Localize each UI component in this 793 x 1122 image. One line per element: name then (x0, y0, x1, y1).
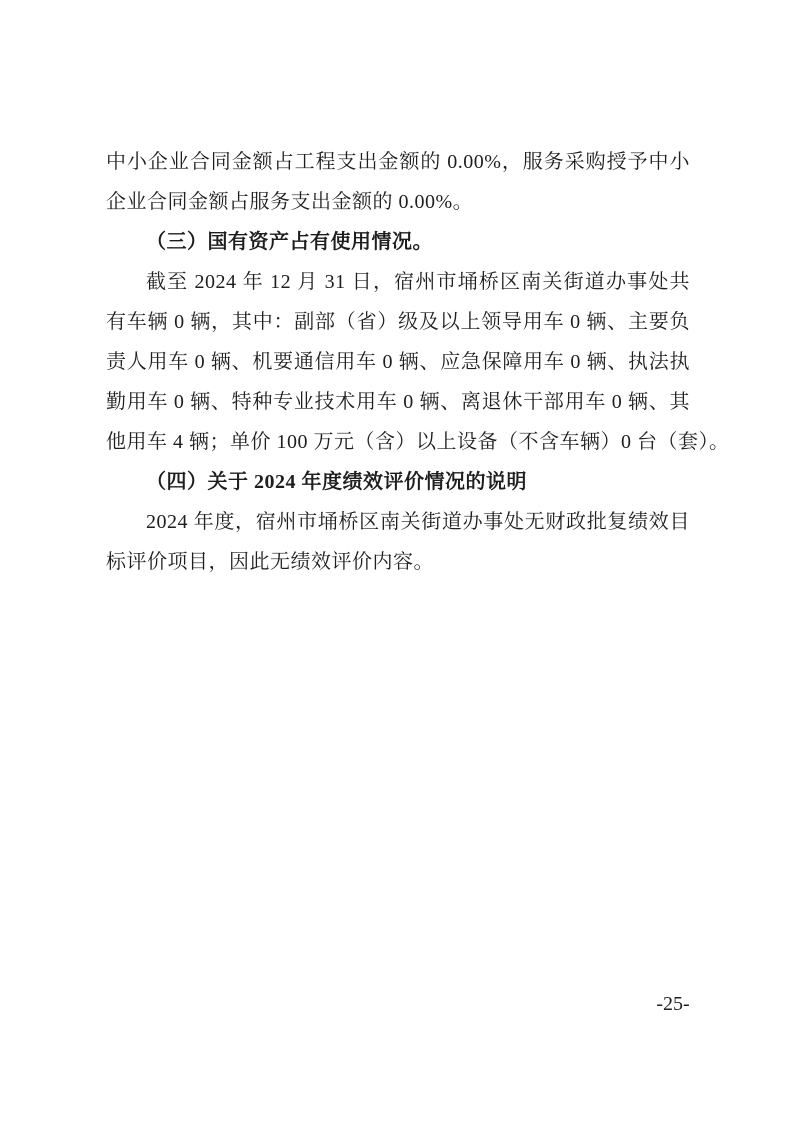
text-line: 企业合同金额占服务支出金额的 0.00%。 (106, 191, 474, 213)
section-heading: （三）国有资产占有使用情况。 (146, 231, 433, 253)
text-line: 中小企业合同金额占工程支出金额的 0.00%，服务采购授予中小 (106, 151, 690, 173)
text-line: 他用车 4 辆；单价 100 万元（含）以上设备（不含车辆）0 台（套）。 (106, 431, 730, 453)
text-line: 截至 2024 年 12 月 31 日，宿州市埇桥区南关街道办事处共 (146, 271, 690, 293)
text-line: 勤用车 0 辆、特种专业技术用车 0 辆、离退休干部用车 0 辆、其 (106, 391, 690, 413)
text-line: 2024 年度，宿州市埇桥区南关街道办事处无财政批复绩效目 (146, 511, 690, 533)
text-line: 标评价项目，因此无绩效评价内容。 (106, 551, 434, 573)
document-body (106, 142, 730, 582)
text-line: 责人用车 0 辆、机要通信用车 0 辆、应急保障用车 0 辆、执法执 (106, 351, 690, 373)
page-number: -25- (656, 993, 690, 1015)
section-heading: （四）关于 2024 年度绩效评价情况的说明 (146, 471, 527, 493)
text-line: 有车辆 0 辆，其中：副部（省）级及以上领导用车 0 辆、主要负 (106, 311, 690, 333)
